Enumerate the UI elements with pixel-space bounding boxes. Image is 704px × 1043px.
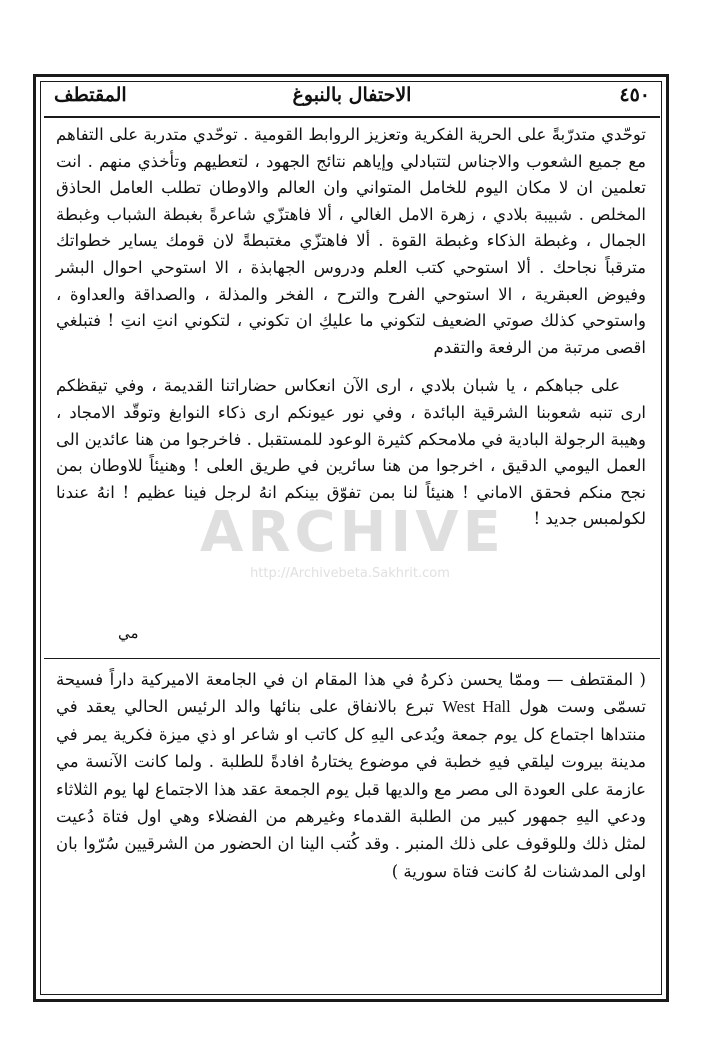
watermark-url: http://Archivebeta.Sakhrit.com [250, 566, 450, 581]
editor-note-text-end: تبرع بالانفاق على بنائها والد الرئيس الحالي يعقد في منتداها اجتماع كل يوم جمعة ويُدعى اليهِ كل كاتب او شاعر او ذي ميزة فكرية يمر في مدينة بيروت ليلقي فيهِ خطبة في موضوع يختارهُ افادةً للطلبة . ولما كانت الآنسة مي عازمة على العودة الى مصر مع والديها قبل يوم الجمعة عقد هذا الاجتماع لها يوم الثلاثاء ودعي اليهِ جمهور كبير من الطلبة القدماء وغيرهم من الفضلاء وهي اول فتاة دُعيت لمثل ذلك وللوقوف على ذلك المنبر . وقد كُتب الينا ان الحضور من الشرقيين سُرّوا بان اولى المدشنات لهُ كانت فتاة سورية ) [56, 697, 646, 881]
article-title: الاحتفال بالنبوغ [292, 84, 412, 106]
article-paragraph-2: على جباهكم ، يا شبان بلادي ، ارى الآن انعكاس حضاراتنا القديمة ، وفي تيقظكم ارى تنبه شعوبنا الشرقية البائدة ، وفي نور عيونكم ارى ذكاء النوابغ وتوقّد الامجاد ، وهيبة الرجولة البادية في ملامحكم كثيرة الوعود للمستقبل . فاخرجوا من هنا عائدين الى العمل اليومي الدقيق ، اخرجوا من هنا سائرين في طريق العلى ! وهنيئاً للاوطان بمن نجح منكم فحقق الاماني ! هنيئاً لنا بمن تفوّق بينكم انهُ لرجل فينا عظيم ! انهُ عندنا لكولمبس جديد ! [56, 376, 646, 529]
editor-note-text-start: ( المقتطف — وممّا يحسن ذكرهُ في هذا المقام ان في الجامعة الاميركية داراً فسيحة تسمّى وست هول [56, 670, 646, 717]
author-signature: مي [118, 624, 139, 642]
section-divider [44, 658, 660, 659]
page-number: ٤٥٠ [619, 84, 650, 106]
running-head [44, 82, 660, 116]
paragraph-gap [56, 361, 646, 373]
west-hall-name: West Hall [442, 697, 511, 717]
header-rule [44, 116, 660, 118]
editor-note [56, 666, 646, 885]
watermark-word: ARCHIVE [200, 500, 505, 565]
article-paragraph-1: توحّدي متدرّبةً على الحرية الفكرية وتعزيز الروابط القومية . توحّدي متدربة على التفاهم مع جميع الشعوب والاجناس لتتبادلي وإياهم نتائج الجهود ، لتعطيهم وتأخذي منهم . انت تعلمين ان لا مكان اليوم للخامل المتواني وان العالم والاوطان تطلب العامل الحاذق المخلص . شبيبة بلادي ، زهرة الامل الغالي ، ألا فاهتزّي شاعرةً بغبطة الشباب وغبطة الجمال ، وغبطة الذكاء وغبطة القوة . ألا فاهتزّي مغتبطةً لان قومك يساير خطواتك مترقباً نجاحك . ألا استوحي كتب العلم ودروس الجهابذة ، الا استوحي احوال البشر وفيوض العبقرية ، الا استوحي الفرح والترح ، الفخر والمذلة ، والصداقة والعداوة ، واستوحي كذلك صوتي الضعيف لتكوني ما عليكِ ان تكوني ، لتكوني انتِ انتِ ! فتبلغي اقصى مرتبة من الرفعة والتقدم [56, 125, 646, 357]
journal-name: المقتطف [54, 84, 127, 106]
article-body [56, 122, 646, 533]
